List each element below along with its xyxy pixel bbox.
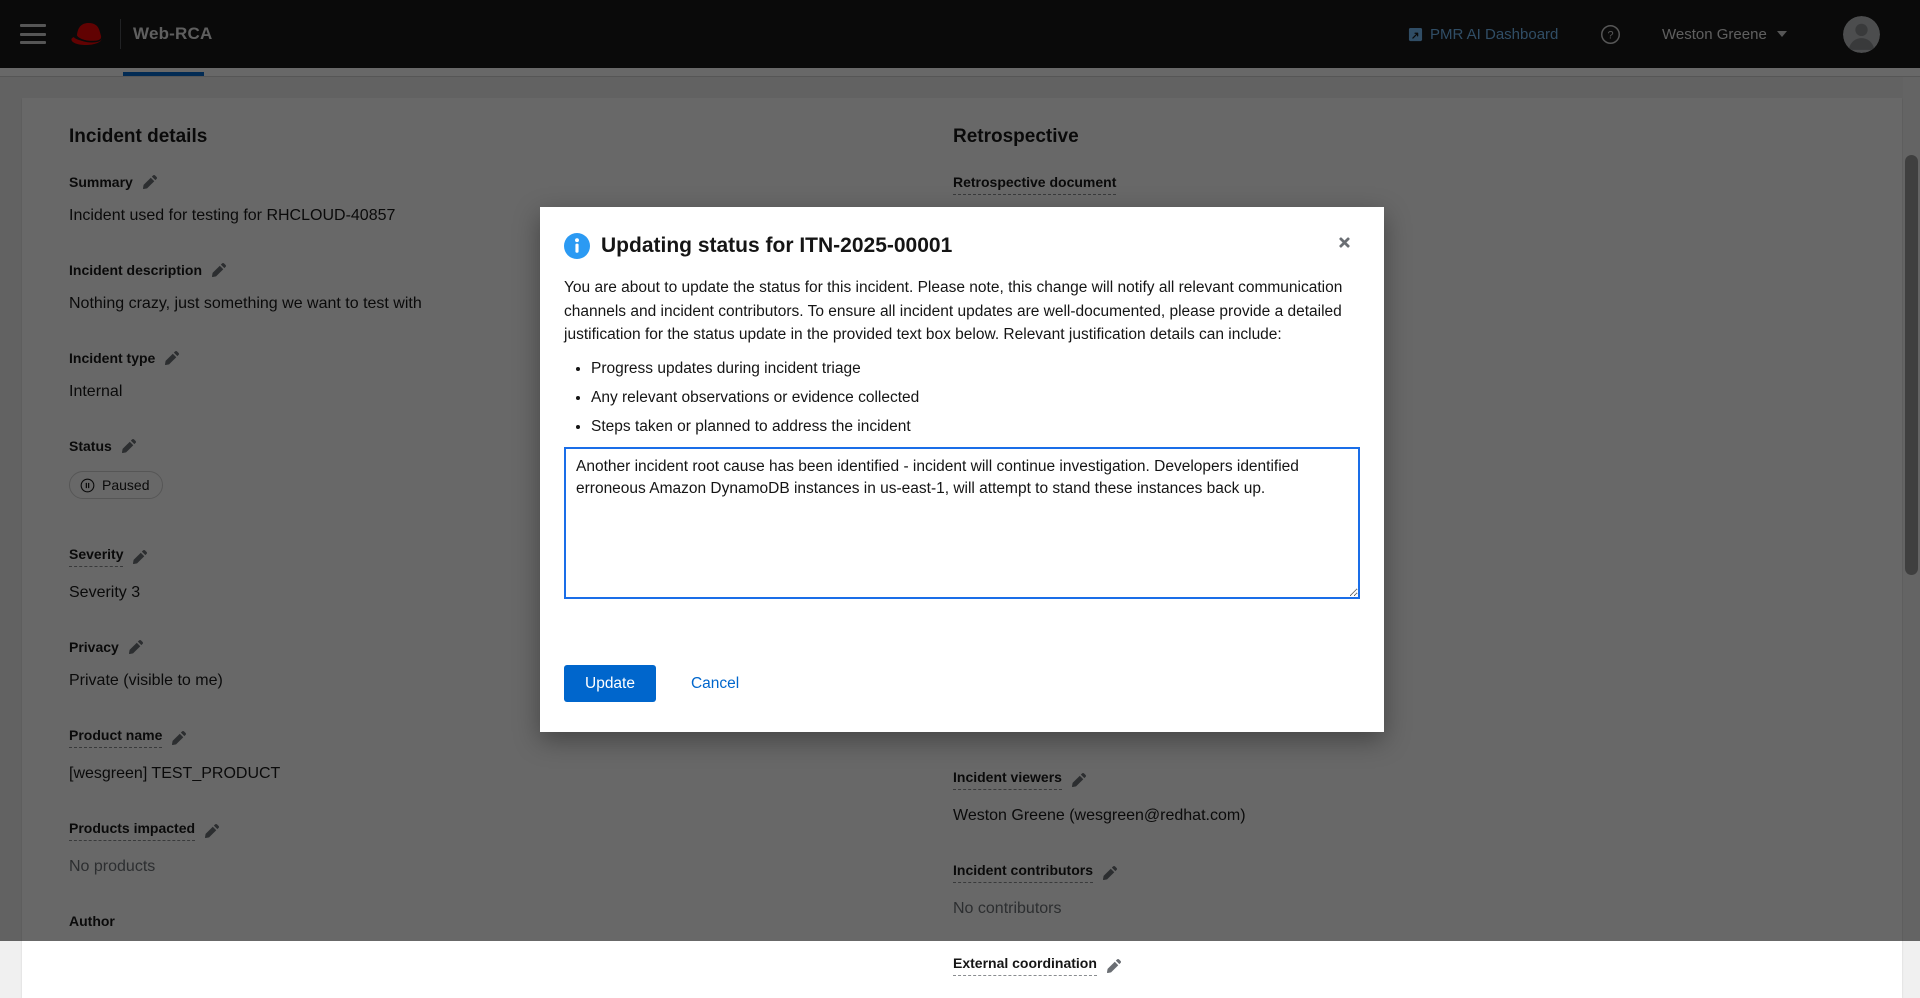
modal-title: Updating status for ITN-2025-00001 xyxy=(601,234,953,257)
list-item: • Steps taken or planned to address the incident xyxy=(591,418,1360,436)
update-button[interactable]: Update xyxy=(564,665,656,702)
justification-textarea[interactable] xyxy=(564,447,1360,599)
info-icon xyxy=(564,233,590,259)
justification-hints-list xyxy=(591,360,1360,436)
list-item: • Any relevant observations or evidence collected xyxy=(591,389,1360,407)
field-external-coordination xyxy=(953,955,1833,976)
edit-pencil-icon[interactable] xyxy=(1107,959,1121,973)
list-item: • Progress updates during incident triage xyxy=(591,360,1360,378)
modal-body-text: You are about to update the status for this incident. Please note, this change will notify all relevant communication channels and incident contributors. To ensure all incident updates are well-documented, please provide a detailed justification for the status update in the provided text box below. Relevant justification details can include: xyxy=(564,279,1343,344)
close-icon[interactable] xyxy=(1333,231,1356,254)
field-label: External coordination xyxy=(953,955,1097,976)
cancel-button[interactable]: Cancel xyxy=(690,674,740,692)
update-status-modal xyxy=(540,207,1384,732)
